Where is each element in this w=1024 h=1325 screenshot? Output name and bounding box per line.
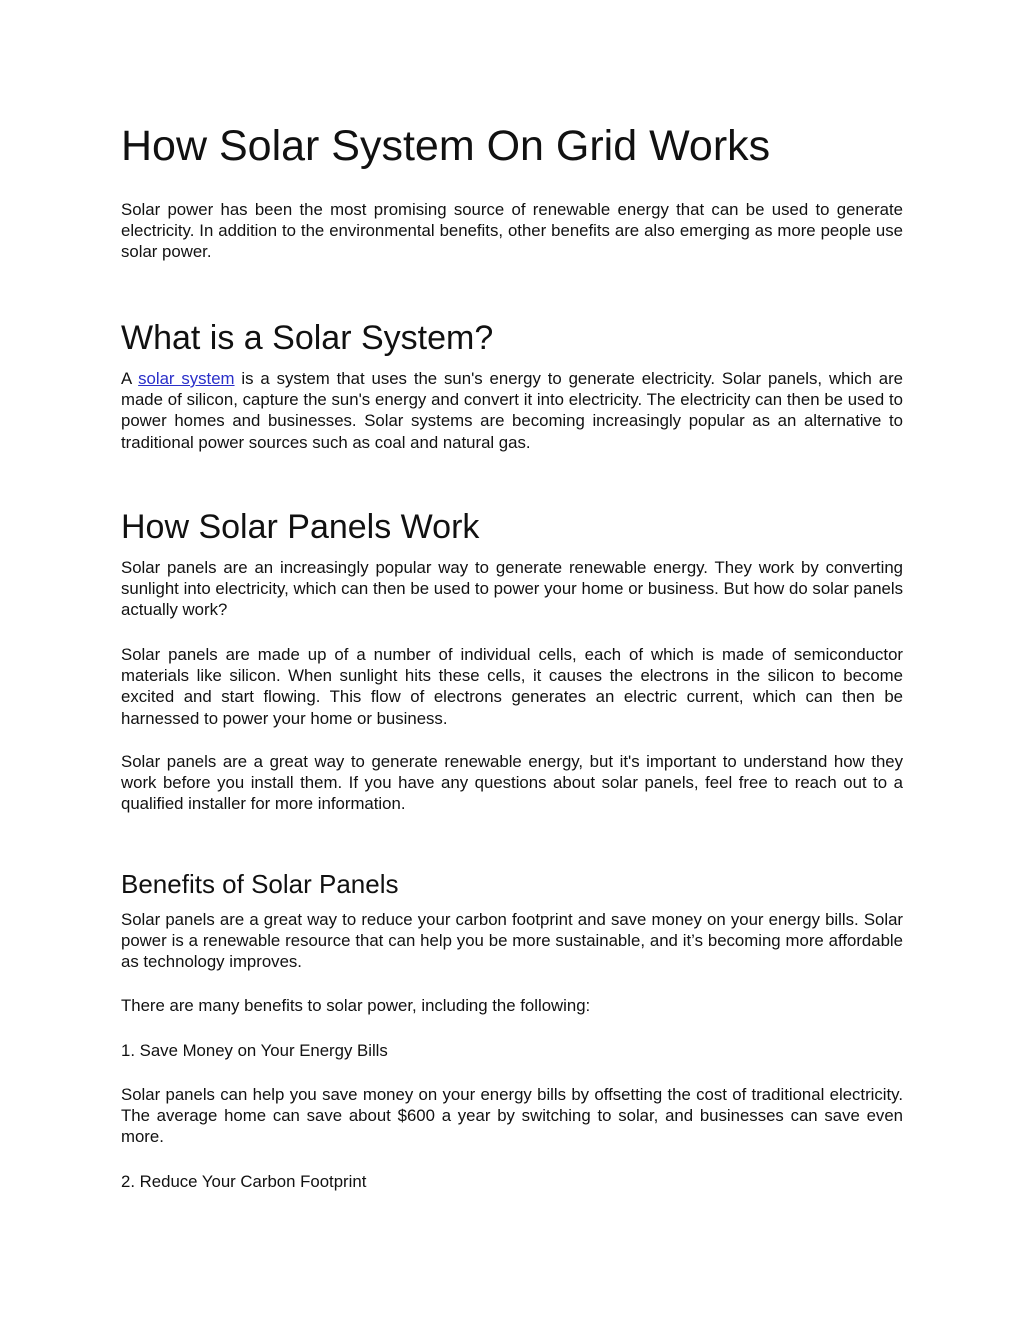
paragraph-suffix: is a system that uses the sun's energy to generate electricity. Solar panels, which are made of silicon, capture the sun's energy and convert it into electricity. The electricity can then be used to power homes and businesses. Solar systems are becoming increasingly popular as an alternative to traditional power sources such as coal and natural gas. [121, 369, 903, 452]
how-panels-work-paragraph-2: Solar panels are made up of a number of individual cells, each of which is made of semiconductor materials like silicon. When sunlight hits these cells, it causes the electrons in the silicon to become excited and start flowing. This flow of electrons generates an electric current, which can then be harnessed to power your home or business. [121, 645, 903, 728]
benefit-item-1-text: Solar panels can help you save money on your energy bills by offsetting the cost of traditional electricity. The average home can save about $600 a year by switching to solar, and businesses can save even more. [121, 1085, 903, 1147]
intro-paragraph: Solar power has been the most promising source of renewable energy that can be used to generate electricity. In addition to the environmental benefits, other benefits are also emerging as more people use solar power. [121, 200, 903, 262]
how-panels-work-paragraph-1: Solar panels are an increasingly popular way to generate renewable energy. They work by converting sunlight into electricity, which can then be used to power your home or business. But how do solar panels actually work? [121, 558, 903, 620]
solar-system-paragraph [121, 368, 903, 453]
benefits-paragraph-1: Solar panels are a great way to reduce your carbon footprint and save money on your energy bills. Solar power is a renewable resource that can help you be more sustainable, and it’s becoming more affordable as technology improves. [121, 910, 903, 972]
benefit-item-1-title: 1. Save Money on Your Energy Bills [121, 1041, 388, 1060]
how-panels-work-paragraph-3: Solar panels are a great way to generate renewable energy, but it's important to understand how they work before you install them. If you have any questions about solar panels, feel free to reach out to a qualified installer for more information. [121, 752, 903, 814]
solar-system-link[interactable]: solar system [138, 369, 235, 388]
benefits-paragraph-2: There are many benefits to solar power, including the following: [121, 996, 591, 1015]
section-heading-benefits: Benefits of Solar Panels [121, 869, 399, 899]
page-title: How Solar System On Grid Works [121, 122, 771, 170]
paragraph-prefix: A [121, 369, 139, 388]
section-heading-how-solar-panels-work: How Solar Panels Work [121, 508, 480, 546]
section-heading-what-is-solar-system: What is a Solar System? [121, 319, 494, 357]
benefit-item-2-title: 2. Reduce Your Carbon Footprint [121, 1172, 367, 1191]
